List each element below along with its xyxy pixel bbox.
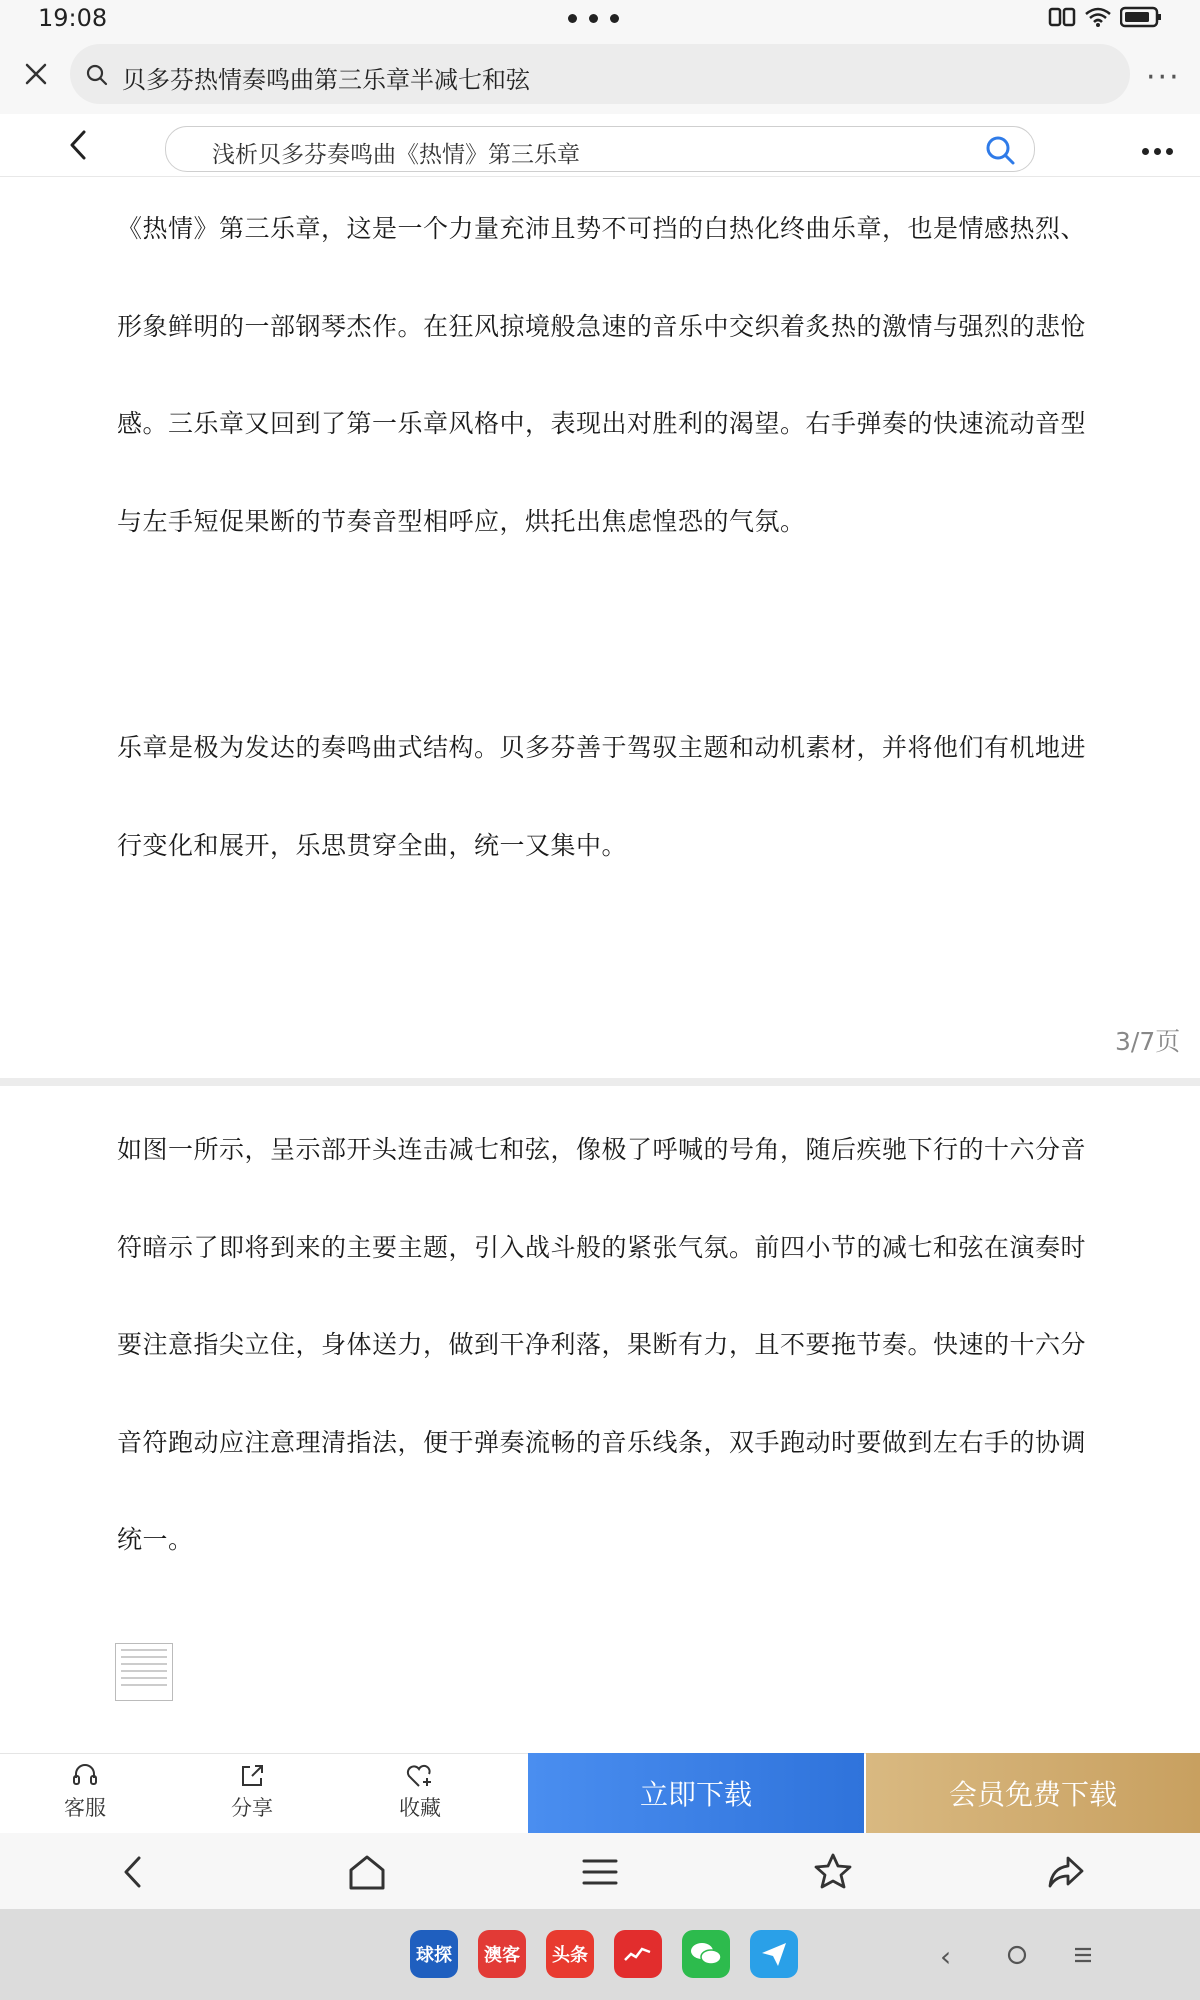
reading-mode-icon [1048,6,1076,28]
home-icon[interactable] [345,1850,389,1894]
favorite-label: 收藏 [399,1796,441,1820]
search-icon[interactable] [984,134,1016,166]
aoke-app-icon[interactable]: 澳客 [478,1930,526,1978]
paragraph-3: 如图一所示，呈示部开头连击减七和弦，像极了呼喊的号角，随后疾驰下行的十六分音符暗示了即将到来的主要主题，引入战斗般的紧张气氛。前四小节的减七和弦在演奏时要注意指尖立住，身体送力，做到干净利落，果断有力，且不要拖节奏。快速的十六分音符跑动应注意理清指法，便于弹奏流畅的音乐线条，双手跑动时要做到左右手的协调统一。 [117,1135,1087,1554]
system-home-icon[interactable] [1006,1944,1028,1966]
more-dots-icon[interactable] [568,8,631,27]
close-icon[interactable] [18,56,54,92]
page-indicator: 3/7页 [1115,1027,1181,1056]
doc-title[interactable]: 浅析贝多芬奏鸣曲《热情》第三乐章 [212,142,580,168]
page-divider [0,1078,1200,1086]
browser-more-icon[interactable]: ··· [1146,60,1181,95]
share-label: 分享 [231,1796,273,1820]
share-button[interactable] [207,1762,297,1822]
search-icon [86,64,108,86]
paragraph-1: 《热情》第三乐章，这是一个力量充沛且势不可挡的白热化终曲乐章，也是情感热烈、形象鲜明的一部钢琴杰作。在狂风掠境般急速的音乐中交织着炙热的激情与强烈的悲怆感。三乐章又回到了第一乐章风格中，表现出对胜利的渴望。右手弹奏的快速流动音型与左手短促果断的节奏音型相呼应，烘托出焦虑惶恐的气氛。 [117,214,1087,536]
download-button[interactable]: 立即下载 [528,1753,864,1833]
browser-search-text[interactable]: 贝多芬热情奏鸣曲第三乐章半减七和弦 [122,66,530,94]
favorite-button[interactable] [375,1762,465,1822]
qiutan-app-icon[interactable]: 球探 [410,1930,458,1978]
figure-thumbnail[interactable] [115,1643,173,1701]
share-icon [238,1762,266,1790]
menu-icon[interactable] [578,1850,622,1894]
system-recents-icon[interactable] [1072,1944,1094,1966]
status-icons [1048,6,1162,28]
headset-icon [71,1762,99,1790]
customer-service-button[interactable] [40,1762,130,1822]
vip-download-button[interactable]: 会员免费下载 [866,1753,1200,1833]
battery-icon [1120,6,1162,28]
status-time: 19:08 [38,4,108,32]
wechat-app-icon[interactable] [682,1930,730,1978]
wifi-icon [1084,6,1112,28]
stock-app-icon[interactable] [614,1930,662,1978]
page-more-icon[interactable] [1142,140,1178,159]
system-back-icon[interactable]: ‹ [940,1940,952,1973]
back-icon[interactable] [62,128,96,162]
customer-service-label: 客服 [64,1796,106,1820]
paragraph-2: 乐章是极为发达的奏鸣曲式结构。贝多芬善于驾驭主题和动机素材，并将他们有机地进行变化和展开，乐思贯穿全曲，统一又集中。 [117,733,1087,860]
nav-back-icon[interactable] [112,1850,156,1894]
forward-share-icon[interactable] [1044,1850,1088,1894]
heart-plus-icon [405,1762,435,1790]
send-app-icon[interactable] [750,1930,798,1978]
star-icon[interactable] [811,1850,855,1894]
toutiao-app-icon[interactable]: 头条 [546,1930,594,1978]
